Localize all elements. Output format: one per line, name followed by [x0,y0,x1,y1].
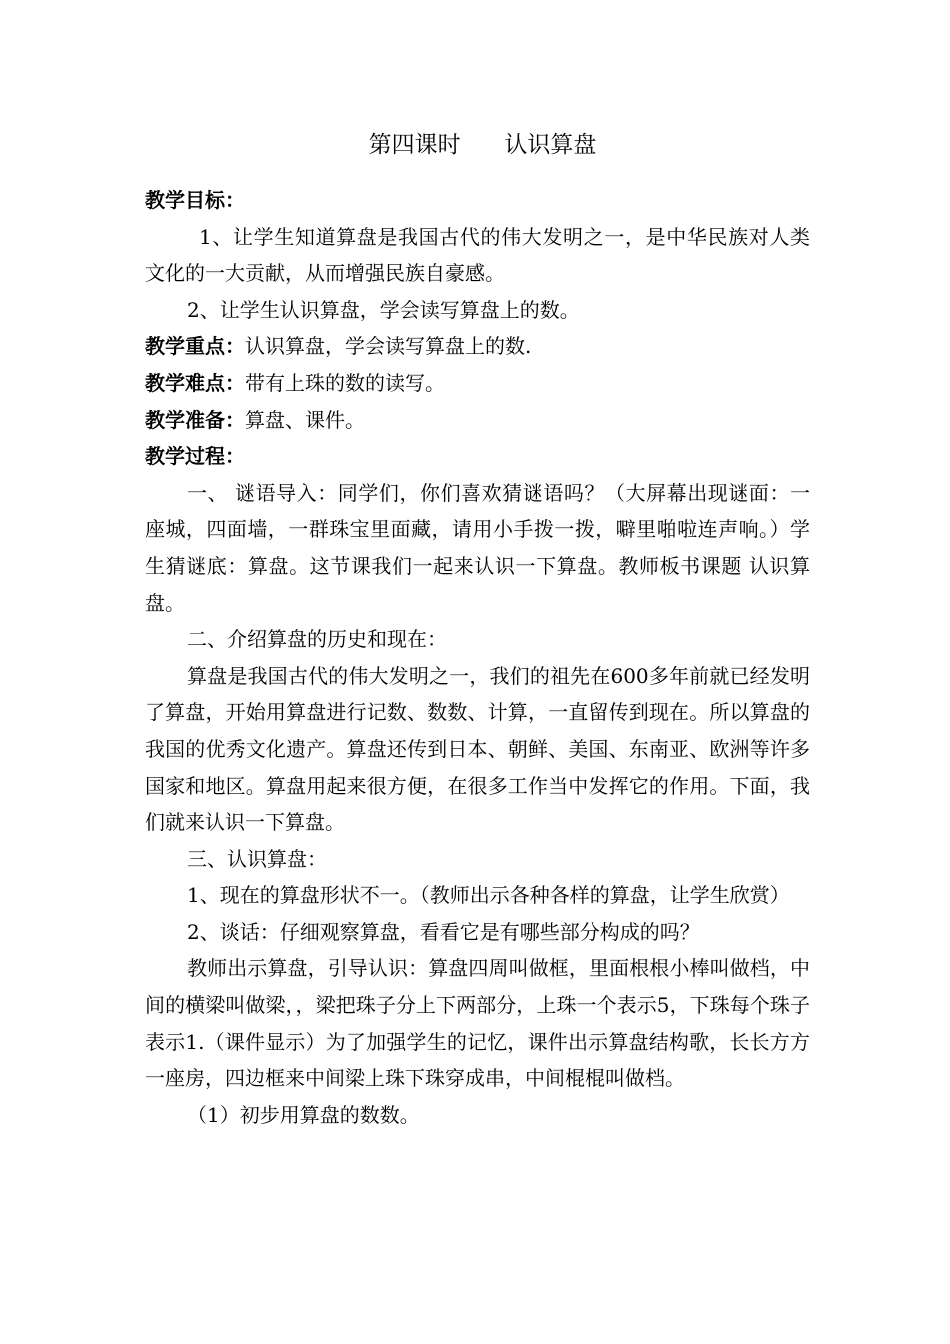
preparation-text: 算盘、课件。 [245,407,365,432]
process-part-3-sub-1: （1）初步用算盘的数数。 [187,1102,420,1127]
process-heading: 教学过程： [145,444,245,469]
objective-item-1: 1、让学生知道算盘是我国古代的伟大发明之一，是中华民族对人类文化的一大贡献，从而增强民族自豪感。 [145,224,810,286]
process-part-2-text: 算盘是我国古代的伟大发明之一，我们的祖先在600多年前就已经发明了算盘，开始用算盘进行记数、数数、计算，一直留传到现在。所以算盘的我国的优秀文化遗产。算盘还传到日本、朝鲜、美国、东南亚、欧洲等许多国家和地区。算盘用起来很方便，在很多工作当中发挥它的作用。下面，我们就来认识一下算盘。 [145,663,810,835]
page-title: 第四课时 认识算盘 [368,132,597,158]
difficulties-text: 带有上珠的数的读写。 [245,370,445,395]
process-part-3-text: 教师出示算盘，引导认识：算盘四周叫做框，里面根根小棒叫做档，中间的横梁叫做梁，，梁把珠子分上下两部分，上珠一个表示5，下珠每个珠子表示1.（课件显示）为了加强学生的记忆，课件出示算盘结构歌，长长方方一座房，四边框来中间梁上珠下珠穿成串，中间棍棍叫做档。 [145,956,810,1091]
process-part-2-heading: 二、介绍算盘的历史和现在： [187,627,447,652]
document-page [145,130,810,1133]
key-points [145,328,810,365]
preparation-label: 教学准备： [145,407,245,432]
key-points-text: 认识算盘，学会读写算盘上的数. [245,334,532,359]
process-part-3-item-1: 1、现在的算盘形状不一。（教师出示各种各样的算盘，让学生欣赏） [187,883,790,908]
process-part-3-item-2: 2、谈话：仔细观察算盘，看看它是有哪些部分构成的吗？ [187,919,700,944]
difficulties-label: 教学难点： [145,370,245,395]
process-part-1: 一、 谜语导入：同学们，你们喜欢猜谜语吗？（大屏幕出现谜面：一座城，四面墙，一群珠宝里面藏，请用小手拨一拨，噼里啪啦连声响。）学生猜谜底：算盘。这节课我们一起来认识一下算盘。教师板书课题 认识算盘。 [145,480,810,615]
objective-item-2: 2、让学生认识算盘，学会读写算盘上的数。 [187,297,580,322]
objectives-heading: 教学目标： [145,188,245,212]
preparation [145,402,810,439]
difficulties [145,365,810,402]
process-part-3-heading: 三、认识算盘： [187,846,327,871]
key-points-label: 教学重点： [145,334,245,359]
